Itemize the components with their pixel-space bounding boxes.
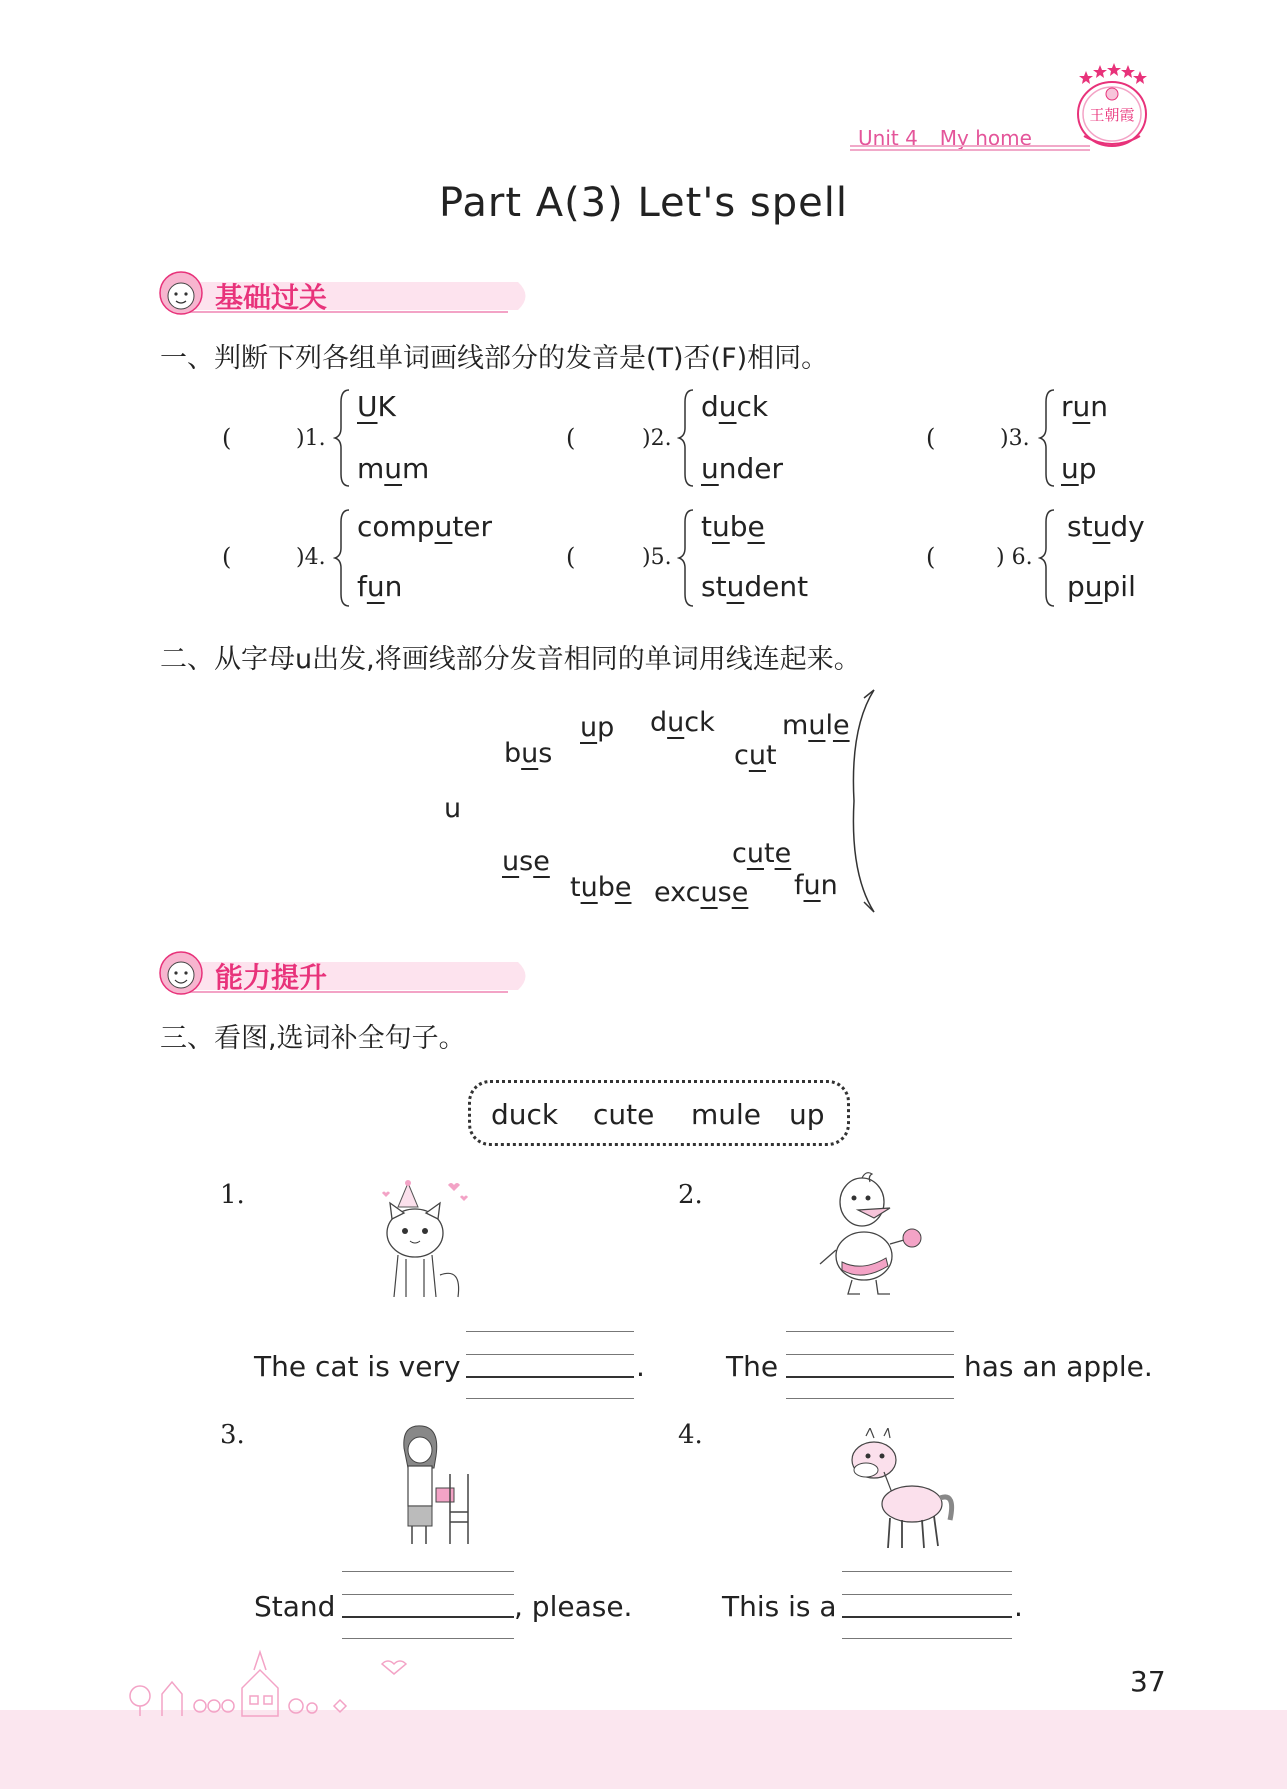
word: pupil <box>1067 570 1136 603</box>
word: tube <box>701 510 765 543</box>
guide-line <box>342 1638 514 1639</box>
item-number: ) 6. <box>996 545 1033 570</box>
word-option[interactable]: up <box>789 1098 825 1131</box>
sentence-2-before: The <box>726 1350 779 1383</box>
guide-line <box>786 1398 954 1399</box>
question-1-title: 一、判断下列各组单词画线部分的发音是(T)否(F)相同。 <box>160 343 829 374</box>
curved-bracket <box>840 688 880 914</box>
answer-blank-1[interactable] <box>466 1376 634 1378</box>
answer-blank-3[interactable] <box>342 1616 514 1618</box>
match-word-tube[interactable]: tube <box>570 872 632 903</box>
item-number: )5. <box>642 545 672 570</box>
page-title: Part A(3) Let's spell <box>439 180 848 226</box>
item-number: )2. <box>642 426 672 451</box>
section-basic-label: 基础过关 <box>215 281 328 314</box>
word: under <box>701 452 784 485</box>
sentence-2-after: has an apple. <box>964 1350 1153 1383</box>
sentence-1-after: . <box>636 1350 645 1383</box>
guide-line <box>786 1354 954 1355</box>
header-rule <box>850 145 1090 151</box>
item-number: )3. <box>1000 426 1030 451</box>
guide-line <box>466 1354 634 1355</box>
item-number: 1. <box>220 1180 245 1210</box>
unit-number: Unit 4 <box>858 126 918 150</box>
brace-icon <box>1038 388 1056 488</box>
guide-line <box>786 1331 954 1332</box>
mule-illustration <box>844 1428 962 1552</box>
word: up <box>1061 452 1097 485</box>
sentence-3-before: Stand <box>254 1590 336 1623</box>
word: UK <box>357 390 396 423</box>
brace-icon <box>677 388 695 488</box>
match-word-up[interactable]: up <box>580 712 615 743</box>
section-basic-header <box>158 270 538 318</box>
brace-icon <box>677 508 695 608</box>
brace-icon <box>333 508 351 608</box>
answer-paren[interactable]: ( <box>222 424 232 452</box>
footer-town-decoration <box>120 1648 430 1718</box>
section-advanced-header <box>158 950 538 998</box>
answer-paren[interactable]: ( <box>566 424 576 452</box>
item-number: 3. <box>220 1420 245 1450</box>
item-number: )1. <box>296 426 326 451</box>
word-bank <box>468 1080 850 1146</box>
word-option[interactable]: duck <box>491 1098 559 1131</box>
girl-face-icon <box>158 270 204 316</box>
sentence-4-before: This is a <box>722 1590 837 1623</box>
match-word-mule[interactable]: mule <box>782 710 850 741</box>
match-word-duck[interactable]: duck <box>650 707 715 738</box>
answer-paren[interactable]: ( <box>926 543 936 571</box>
guide-line <box>342 1571 514 1572</box>
match-word-cute[interactable]: cute <box>732 838 792 869</box>
guide-line <box>466 1331 634 1332</box>
answer-paren[interactable]: ( <box>926 424 936 452</box>
guide-line <box>342 1594 514 1595</box>
word: run <box>1061 390 1109 423</box>
answer-paren[interactable]: ( <box>566 543 576 571</box>
unit-title: My home <box>939 126 1032 150</box>
cute-cat-illustration <box>370 1175 480 1300</box>
question-3-title: 三、看图,选词补全句子。 <box>160 1023 466 1054</box>
girl-standing-illustration <box>396 1422 476 1548</box>
duck-illustration <box>812 1170 932 1300</box>
match-word-cut[interactable]: cut <box>734 740 777 771</box>
match-word-bus[interactable]: bus <box>504 738 553 769</box>
brace-icon <box>333 388 351 488</box>
match-word-excuse[interactable]: excuse <box>654 877 749 908</box>
page-number: 37 <box>1130 1665 1166 1698</box>
word-option[interactable]: mule <box>691 1098 762 1131</box>
question-2-title: 二、从字母u出发,将画线部分发音相同的单词用线连起来。 <box>160 644 861 675</box>
guide-line <box>842 1638 1012 1639</box>
center-letter-u[interactable]: u <box>444 793 462 824</box>
sentence-4-after: . <box>1014 1590 1023 1623</box>
word: mum <box>357 452 430 485</box>
section-advanced-label: 能力提升 <box>215 961 328 994</box>
badge-text: 王朝霞 <box>1089 106 1135 124</box>
sentence-1-before: The cat is very <box>254 1350 461 1383</box>
guide-line <box>466 1398 634 1399</box>
sentence-3-after: , please. <box>514 1590 633 1623</box>
answer-paren[interactable]: ( <box>222 543 232 571</box>
publisher-badge-logo <box>1072 62 1152 152</box>
item-number: 2. <box>678 1180 703 1210</box>
item-number: 4. <box>678 1420 703 1450</box>
word: computer <box>357 510 493 543</box>
match-word-use[interactable]: use <box>502 846 550 877</box>
word-option[interactable]: cute <box>593 1098 655 1131</box>
answer-blank-2[interactable] <box>786 1376 954 1378</box>
guide-line <box>842 1571 1012 1572</box>
item-number: )4. <box>296 545 326 570</box>
word: duck <box>701 390 769 423</box>
brace-icon <box>1038 508 1056 608</box>
word: student <box>701 570 809 603</box>
guide-line <box>842 1594 1012 1595</box>
word: study <box>1067 510 1145 543</box>
word: fun <box>357 570 403 603</box>
boy-face-icon <box>158 950 204 996</box>
answer-blank-4[interactable] <box>842 1616 1012 1618</box>
match-word-fun[interactable]: fun <box>794 870 838 901</box>
footer-band <box>0 1710 1287 1789</box>
